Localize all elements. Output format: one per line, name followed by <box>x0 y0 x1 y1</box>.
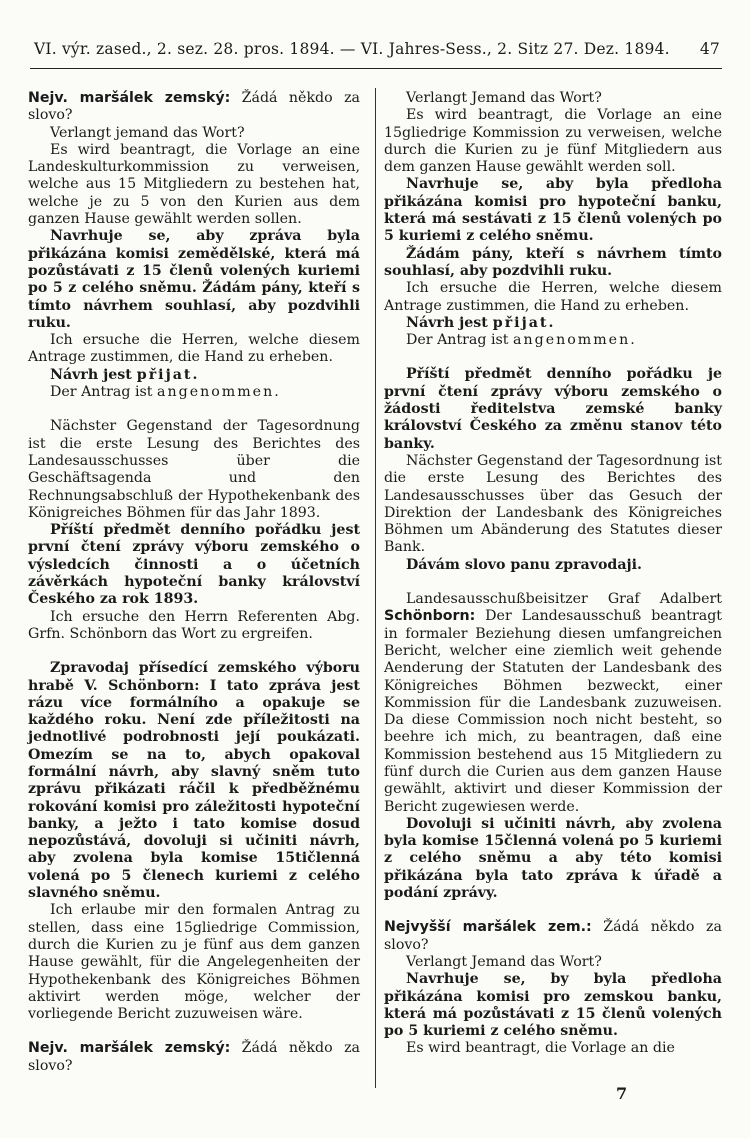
paragraph: Dovoluji si učiniti návrh, aby zvolena byla komise 15členná volená po 5 kuriemi z celého sněmu a aby této komisi přikázána byla tato zpráva k úřadě a podání zprávy. <box>384 815 722 902</box>
paragraph: Žádám pány, kteří s návrhem tímto souhlasí, aby pozdvihli ruku. <box>384 245 722 279</box>
paragraph: Navrhuje se, aby byla předloha přikázána komisi pro hypoteční banku, která má sestávati z 15 členů volených po 5 kuriemi z celého sněmu. <box>384 176 722 245</box>
header-rule <box>30 68 722 69</box>
paragraph: Der Antrag ist angenommen. <box>50 384 281 401</box>
paragraph: Dávám slovo panu zpravodaji. <box>406 556 642 573</box>
paragraph: Návrh jest přijat. <box>406 314 556 331</box>
paragraph: Es wird beantragt, die Vorlage an die <box>406 1040 675 1057</box>
paragraph: Příští předmět denního pořádku jest první čtení zprávy výboru zemského o výsledcích činnosti a o účetních závěrkách hypoteční banky království Českého za rok 1893. <box>28 522 360 608</box>
paragraph: Es wird beantragt, die Vorlage an eine Landeskulturkommission zu verweisen, welche aus 15 Mitgliedern zu bestehen hat, welche je zu 5 von den Kurien aus dem ganzen Hause gewählt werden sollen. <box>28 141 360 228</box>
paragraph: Landesausschußbeisitzer Graf Adalbert Schönborn: Der Landesausschuß beantragt in formaler Beziehung diesen umfangreichen Bericht, welcher eine ziemlich weit gehende Aenderung der Statuten der Landesbank des Königreiches Böhmen bezweckt, einer Kommission für die Landesbank zuzuweisen. Da diese Commission noch nicht besteht, so beehre ich mich, zu beantragen, daß eine Kommission bestehend aus 15 Mitgliedern zu fünf durch die Curien aus dem ganzen Hause gewählt, aktivirt und dieser Kommission der Bericht zugewiesen werde. <box>384 591 722 815</box>
paragraph: Der Antrag ist angenommen. <box>406 332 637 349</box>
paragraph: Ich ersuche den Herrn Referenten Abg. Grfn. Schönborn das Wort zu ergreifen. <box>28 608 360 642</box>
paragraph: Nächster Gegenstand der Tagesordnung ist die erste Lesung des Berichtes des Landesausschusses über das Gesuch der Direktion der Landesbank des Königreiches Böhmen um Abänderung des Statutes dieser Bank. <box>384 452 722 556</box>
paragraph: Nächster Gegenstand der Tagesordnung ist die erste Lesung des Berichtes des Landesausschusses über die Geschäftsagenda und den Rechnungsabschluß der Hypothekenbank des Königreiches Böhmen für das Jahr 1893. <box>28 418 360 521</box>
left-column <box>28 90 360 1075</box>
paragraph: Zpravodaj přísedící zemského výboru hrabě V. Schönborn: I tato zpráva jest rázu více formálního a opakuje se každého roku. Není zde příležitosti na jednotlivé podrobnosti její poukázati. Omezím se na to, abych opakoval formální návrh, aby slavný sněm tuto zprávu přikázati ráčil k předběžnému rokování komisi pro záležitosti hypoteční banky, a ježto i tato komise dosud nepozůstává, dovoluji si učiniti návrh, aby zvolena byla komise 15tičlenná volená po 5 členech kuriemi z celého slavného sněmu. <box>28 660 360 902</box>
right-column <box>384 90 722 1058</box>
column-divider <box>375 88 376 1088</box>
speaker-label: Schönborn: <box>384 608 476 625</box>
signature-mark: 7 <box>616 1084 628 1103</box>
running-head: VI. výr. zased., 2. sez. 28. pros. 1894. — VI. Jahres-Sess., 2. Sitz 27. Dez. 1894. <box>34 40 670 58</box>
speaker-label: Zpravodaj přísedící zemského výboru hrabě V. Schönborn: <box>28 660 360 694</box>
paragraph: Nejv. maršálek zemský: Žádá někdo za slovo? <box>28 90 361 124</box>
paragraph: Navrhuje se, by byla předloha přikázána komisi pro zemskou banku, která má pozůstávati z 15 členů volených po 5 kuriemi z celého sněmu. <box>384 971 722 1040</box>
paragraph: Navrhuje se, aby zpráva byla přikázána komisi zemědělské, která má pozůstávati z 15 členů volených kuriemi po 5 z celého sněmu. Žádám pány, kteří s tímto návrhem souhlasí, aby pozdvihli ruku. <box>28 228 360 331</box>
paragraph: Nejv. maršálek zemský: Žádá někdo za slovo? <box>28 1040 361 1074</box>
paragraph: Verlangt Jemand das Wort? <box>406 953 602 970</box>
page-number: 47 <box>699 40 720 58</box>
paragraph: Návrh jest přijat. <box>50 366 200 383</box>
speaker-label: Nejvyšší maršálek zem.: <box>384 919 592 936</box>
speaker-label: Nejv. maršálek zemský: <box>28 1040 231 1057</box>
paragraph: Příští předmět denního pořádku je první čtení zprávy výboru zemského o žádosti ředitelstva zemské banky království Českého za změnu stanov této banky. <box>384 366 722 452</box>
paragraph: Verlangt Jemand das Wort? <box>406 90 602 106</box>
paragraph: Ich erlaube mir den formalen Antrag zu stellen, dass eine 15gliedrige Commission, durch die Kurien zu je fünf aus dem ganzen Hause gewählt, für die Angelegenheiten der Hypothekenbank des Königreiches Böhmen aktivirt werden möge, welcher der vorliegende Bericht zuzuweisen wäre. <box>28 902 360 1023</box>
speaker-label: Nejv. maršálek zemský: <box>28 90 231 106</box>
page-header <box>34 40 720 58</box>
paragraph: Nejvyšší maršálek zem.: Žádá někdo za slovo? <box>384 919 722 953</box>
paragraph: Ich ersuche die Herren, welche diesem Antrage zustimmen, die Hand zu erheben. <box>28 332 360 366</box>
paragraph: Verlangt jemand das Wort? <box>50 124 245 141</box>
paragraph: Ich ersuche die Herren, welche diesem Antrage zustimmen, die Hand zu erheben. <box>384 280 722 314</box>
paragraph: Es wird beantragt, die Vorlage an eine 15gliedrige Kommission zu verweisen, welche durch die Kurien zu je fünf Mitgliedern aus dem ganzen Hause gewählt werden soll. <box>384 107 722 176</box>
